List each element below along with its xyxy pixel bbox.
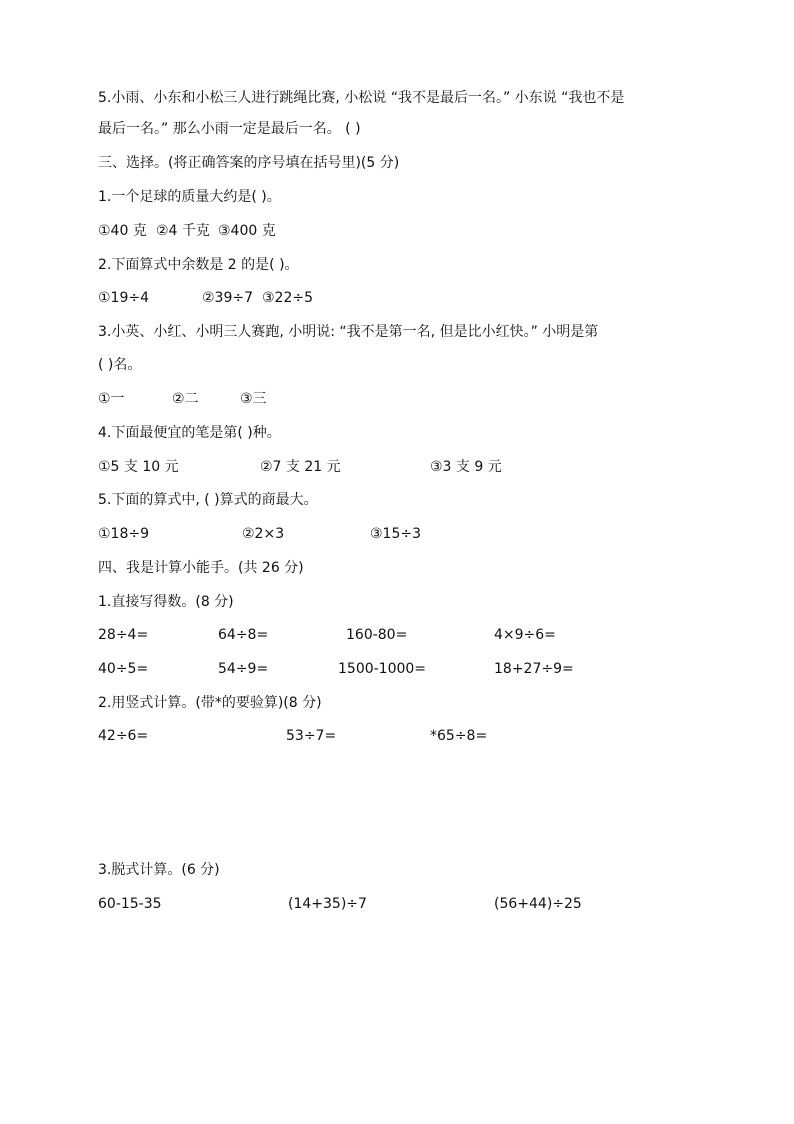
calc-direct-item: 18+27÷9= xyxy=(494,661,574,677)
choice-q2-options xyxy=(98,288,698,308)
section-choice-heading: 三、选择。(将正确答案的序号填在括号里)(5 分) xyxy=(98,155,400,171)
choice-q3-option-3: ③三 xyxy=(240,391,267,407)
choice-q2-option-2: ②39÷7 xyxy=(202,290,254,306)
choice-q4-option-2: ②7 支 21 元 xyxy=(260,459,341,475)
section-calc-heading: 四、我是计算小能手。(共 26 分) xyxy=(98,560,304,576)
calc-direct-item: 64÷8= xyxy=(218,627,269,643)
choice-q5-option-3: ③15÷3 xyxy=(370,526,422,542)
calc-step-item: (56+44)÷25 xyxy=(494,896,582,912)
choice-q5-option-1: ①18÷9 xyxy=(98,526,150,542)
calc-direct-item: 160-80= xyxy=(346,627,408,643)
choice-q1-option-3: ③400 克 xyxy=(218,223,276,239)
calc-step-title: 3.脱式计算。(6 分) xyxy=(98,862,220,878)
calc-step-item: (14+35)÷7 xyxy=(288,896,367,912)
calc-direct-row-2 xyxy=(98,659,698,679)
calc-vertical-title: 2.用竖式计算。(带*的要验算)(8 分) xyxy=(98,695,322,711)
choice-q3-stem-line1: 3.小英、小红、小明三人赛跑, 小明说: “我不是第一名, 但是比小红快。” 小明是第 xyxy=(98,324,599,340)
choice-q3-option-2: ②二 xyxy=(172,391,199,407)
calc-direct-title: 1.直接写得数。(8 分) xyxy=(98,594,234,610)
calc-vertical-item: 42÷6= xyxy=(98,728,149,744)
choice-q5-options xyxy=(98,524,698,544)
calc-direct-item: 1500-1000= xyxy=(338,661,427,677)
choice-q1-stem: 1.一个足球的质量大约是( )。 xyxy=(98,189,281,205)
choice-q2-option-1: ①19÷4 xyxy=(98,290,150,306)
choice-q2-option-3: ③22÷5 xyxy=(262,290,314,306)
calc-vertical-row xyxy=(98,726,698,746)
calc-direct-item: 54÷9= xyxy=(218,661,269,677)
calc-direct-item: 28÷4= xyxy=(98,627,149,643)
choice-q5-option-2: ②2×3 xyxy=(242,526,285,542)
calc-vertical-item: 53÷7= xyxy=(286,728,337,744)
calc-step-row xyxy=(98,894,698,914)
calc-step-item: 60-15-35 xyxy=(98,896,162,912)
choice-q3-stem-line2: ( )名。 xyxy=(98,357,142,373)
choice-q4-options xyxy=(98,457,698,477)
judge-q5-line1: 5.小雨、小东和小松三人进行跳绳比赛, 小松说 “我不是最后一名。” 小东说 “我也不是 xyxy=(98,90,625,106)
calc-direct-item: 40÷5= xyxy=(98,661,149,677)
choice-q1-options xyxy=(98,221,698,241)
choice-q1-option-2: ②4 千克 xyxy=(156,223,210,239)
choice-q2-stem: 2.下面算式中余数是 2 的是( )。 xyxy=(98,257,299,273)
choice-q5-stem: 5.下面的算式中, ( )算式的商最大。 xyxy=(98,492,318,508)
choice-q3-option-1: ①一 xyxy=(98,391,125,407)
choice-q3-options xyxy=(98,389,698,409)
choice-q1-option-1: ①40 克 xyxy=(98,223,147,239)
choice-q4-stem: 4.下面最便宜的笔是第( )种。 xyxy=(98,425,281,441)
calc-vertical-item: *65÷8= xyxy=(430,728,488,744)
judge-q5-line2: 最后一名。” 那么小雨一定是最后一名。 ( ) xyxy=(98,121,361,137)
choice-q4-option-3: ③3 支 9 元 xyxy=(430,459,502,475)
calc-direct-row-1 xyxy=(98,625,698,645)
choice-q4-option-1: ①5 支 10 元 xyxy=(98,459,179,475)
calc-direct-item: 4×9÷6= xyxy=(494,627,556,643)
